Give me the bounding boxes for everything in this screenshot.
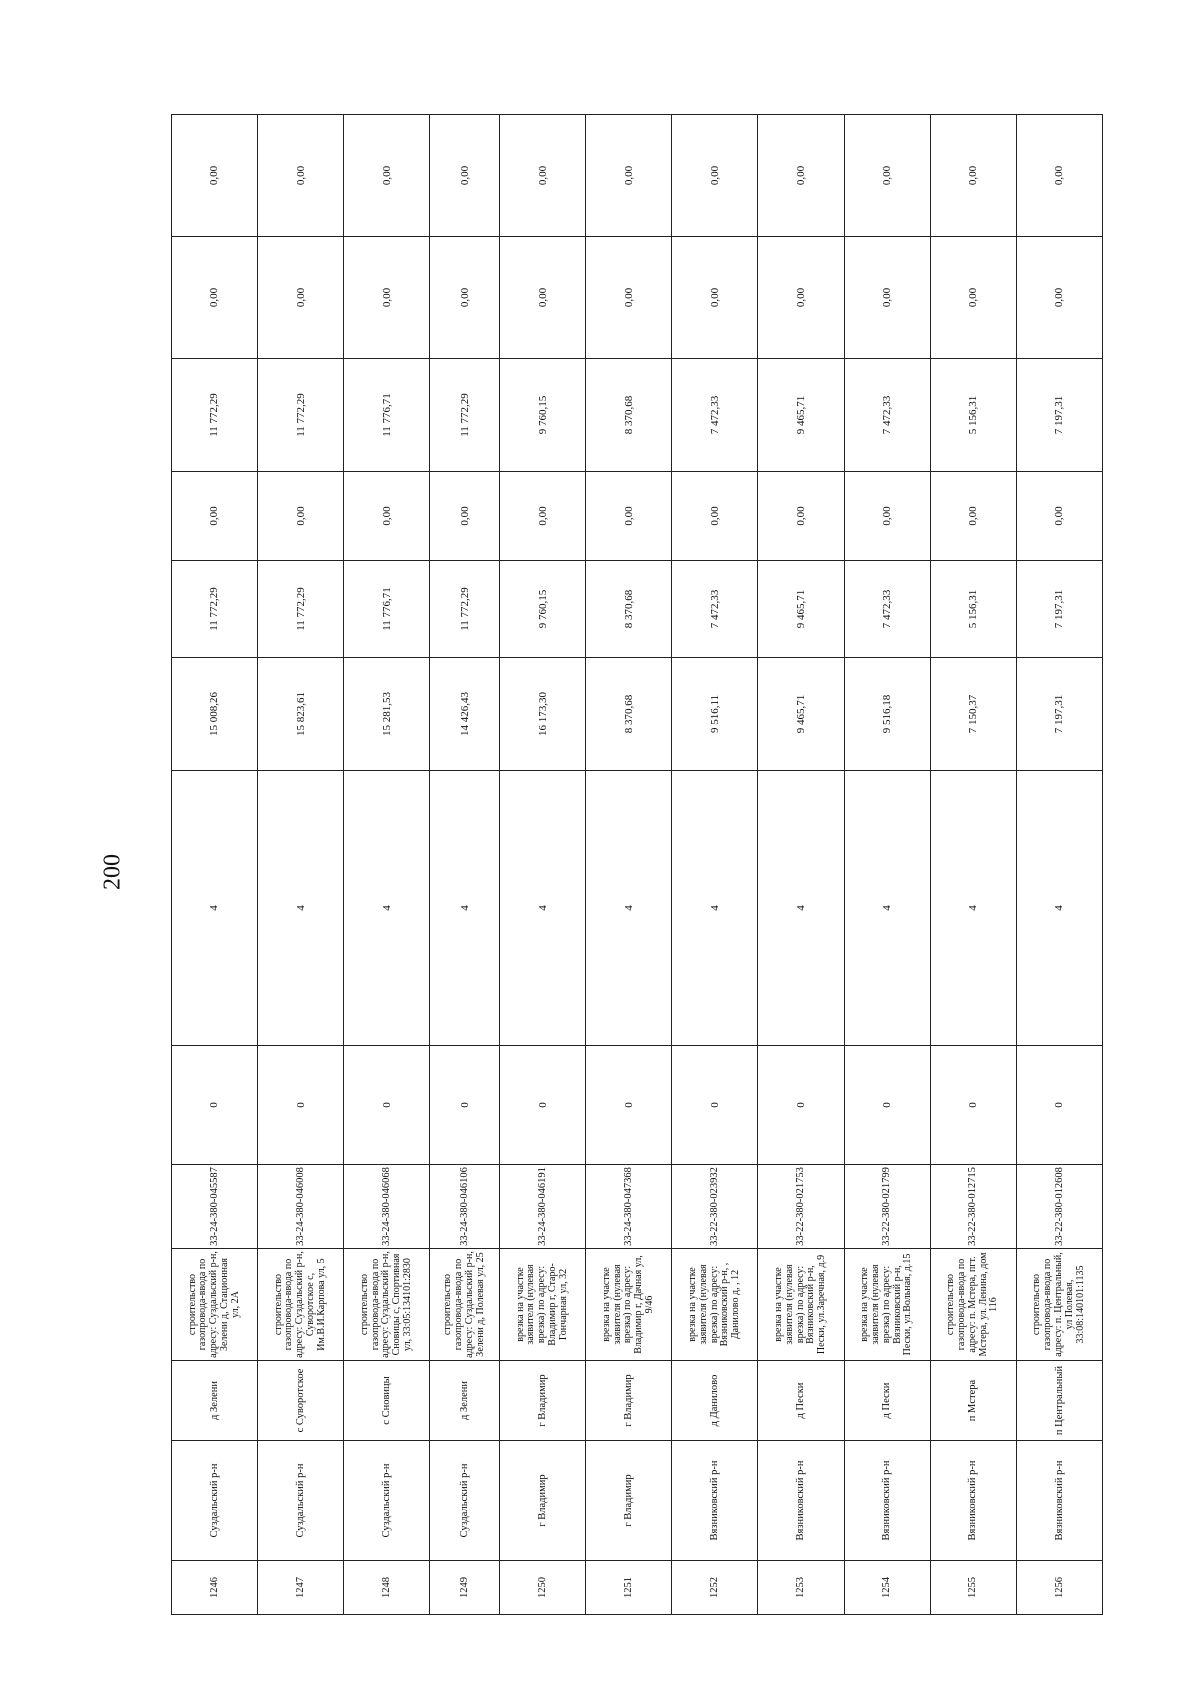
- cell-col-11: 7 472,33: [844, 359, 930, 472]
- cell-col-11: 9 465,71: [758, 359, 844, 472]
- cell-col-8: 9 516,18: [844, 658, 930, 771]
- cell-col-13: 0,00: [258, 115, 344, 237]
- cell-col-13: 0,00: [500, 115, 586, 237]
- table-row: [672, 115, 758, 1615]
- cell-col-8: 14 426,43: [430, 658, 500, 771]
- cell-row-number: 1246: [172, 1561, 258, 1615]
- cell-col-6: 0: [172, 1046, 258, 1165]
- cell-description: врезка на участке заявителя (нулевая врезка) по адресу: Вязниковский р-н, Пески, ул.Вольная, д.15: [844, 1249, 930, 1361]
- cell-locality: г Владимир: [586, 1361, 672, 1441]
- cell-col-7: 4: [930, 771, 1016, 1046]
- table-row: [844, 115, 930, 1615]
- cell-col-6: 0: [672, 1046, 758, 1165]
- cell-col-10: 0,00: [258, 472, 344, 561]
- cell-row-number: 1250: [500, 1561, 586, 1615]
- cell-district: Суздальский р-н: [172, 1441, 258, 1561]
- cell-col-12: 0,00: [430, 237, 500, 359]
- cell-col-7: 4: [844, 771, 930, 1046]
- registry-table: [171, 114, 1103, 1615]
- cell-col-10: 0,00: [930, 472, 1016, 561]
- cell-col-10: 0,00: [430, 472, 500, 561]
- cell-col-8: 7 150,37: [930, 658, 1016, 771]
- cell-locality: г Владимир: [500, 1361, 586, 1441]
- cell-col-9: 5 156,31: [930, 561, 1016, 658]
- cell-description: строительство газопровода-ввода по адресу: Суздальский р-н, Сновицы с, Спортивная ул, 33:05:134101:2830: [344, 1249, 430, 1361]
- cell-row-number: 1256: [1016, 1561, 1102, 1615]
- cell-col-13: 0,00: [1016, 115, 1102, 237]
- cell-col-9: 7 197,31: [1016, 561, 1102, 658]
- cell-col-11: 11 772,29: [172, 359, 258, 472]
- cell-col-13: 0,00: [672, 115, 758, 237]
- cell-locality: с Суворотское: [258, 1361, 344, 1441]
- table-row: [344, 115, 430, 1615]
- table-row: [430, 115, 500, 1615]
- cell-col-7: 4: [758, 771, 844, 1046]
- cell-application-code: 33-24-380-046191: [500, 1165, 586, 1249]
- cell-description: строительство газопровода-ввода по адресу: Суздальский р-н, Суворотское с, Им.В.И.Карпова ул, 5: [258, 1249, 344, 1361]
- cell-col-6: 0: [430, 1046, 500, 1165]
- cell-col-10: 0,00: [172, 472, 258, 561]
- cell-col-11: 5 156,31: [930, 359, 1016, 472]
- cell-col-6: 0: [344, 1046, 430, 1165]
- cell-col-13: 0,00: [172, 115, 258, 237]
- table-row: [758, 115, 844, 1615]
- cell-col-8: 15 008,26: [172, 658, 258, 771]
- cell-col-7: 4: [258, 771, 344, 1046]
- registry-table-rotated: [171, 115, 1103, 1615]
- cell-col-8: 9 465,71: [758, 658, 844, 771]
- cell-district: г Владимир: [586, 1441, 672, 1561]
- cell-col-6: 0: [930, 1046, 1016, 1165]
- cell-col-11: 11 772,29: [430, 359, 500, 472]
- cell-col-6: 0: [844, 1046, 930, 1165]
- cell-application-code: 33-24-380-045587: [172, 1165, 258, 1249]
- cell-locality: д Пески: [844, 1361, 930, 1441]
- cell-row-number: 1255: [930, 1561, 1016, 1615]
- cell-district: Вязниковский р-н: [844, 1441, 930, 1561]
- cell-row-number: 1253: [758, 1561, 844, 1615]
- cell-col-7: 4: [586, 771, 672, 1046]
- cell-col-7: 4: [172, 771, 258, 1046]
- cell-col-9: 7 472,33: [672, 561, 758, 658]
- registry-table-area: [171, 115, 1103, 1615]
- cell-row-number: 1254: [844, 1561, 930, 1615]
- cell-col-10: 0,00: [586, 472, 672, 561]
- cell-col-11: 8 370,68: [586, 359, 672, 472]
- cell-district: Вязниковский р-н: [758, 1441, 844, 1561]
- cell-col-8: 7 197,31: [1016, 658, 1102, 771]
- table-row: [586, 115, 672, 1615]
- cell-col-8: 9 516,11: [672, 658, 758, 771]
- cell-col-12: 0,00: [1016, 237, 1102, 359]
- cell-col-13: 0,00: [586, 115, 672, 237]
- cell-col-6: 0: [586, 1046, 672, 1165]
- cell-application-code: 33-22-380-021753: [758, 1165, 844, 1249]
- cell-col-11: 7 472,33: [672, 359, 758, 472]
- cell-col-10: 0,00: [758, 472, 844, 561]
- cell-col-11: 9 760,15: [500, 359, 586, 472]
- cell-application-code: 33-24-380-047368: [586, 1165, 672, 1249]
- cell-description: врезка на участке заявителя (нулевая врезка) по адресу: Владимир г, Старо-Гончарная ул, 32: [500, 1249, 586, 1361]
- cell-district: Суздальский р-н: [344, 1441, 430, 1561]
- cell-description: врезка на участке заявителя (нулевая врезка) по адресу: Вязниковский р-н, , Даниловo д, , 12: [672, 1249, 758, 1361]
- cell-locality: п Центральный: [1016, 1361, 1102, 1441]
- table-row: [500, 115, 586, 1615]
- cell-col-12: 0,00: [258, 237, 344, 359]
- cell-col-12: 0,00: [758, 237, 844, 359]
- cell-locality: п Мстера: [930, 1361, 1016, 1441]
- cell-application-code: 33-22-380-023932: [672, 1165, 758, 1249]
- cell-col-10: 0,00: [844, 472, 930, 561]
- table-row: [930, 115, 1016, 1615]
- cell-application-code: 33-22-380-021799: [844, 1165, 930, 1249]
- cell-col-11: 11 772,29: [258, 359, 344, 472]
- cell-district: Суздальский р-н: [430, 1441, 500, 1561]
- cell-row-number: 1247: [258, 1561, 344, 1615]
- cell-col-9: 9 760,15: [500, 561, 586, 658]
- cell-col-13: 0,00: [430, 115, 500, 237]
- cell-col-12: 0,00: [930, 237, 1016, 359]
- cell-district: Вязниковский р-н: [672, 1441, 758, 1561]
- cell-col-13: 0,00: [344, 115, 430, 237]
- cell-locality: д Даниловo: [672, 1361, 758, 1441]
- cell-description: врезка на участке заявителя (нулевая врезка) по адресу: Владимир г, Дачная ул, 9/46: [586, 1249, 672, 1361]
- cell-col-9: 11 772,29: [172, 561, 258, 658]
- cell-col-7: 4: [1016, 771, 1102, 1046]
- cell-locality: д Зелени: [430, 1361, 500, 1441]
- cell-col-11: 11 776,71: [344, 359, 430, 472]
- cell-col-8: 16 173,30: [500, 658, 586, 771]
- cell-col-7: 4: [672, 771, 758, 1046]
- cell-col-10: 0,00: [1016, 472, 1102, 561]
- cell-district: Суздальский р-н: [258, 1441, 344, 1561]
- cell-col-9: 11 776,71: [344, 561, 430, 658]
- cell-col-7: 4: [344, 771, 430, 1046]
- cell-col-9: 8 370,68: [586, 561, 672, 658]
- table-row: [1016, 115, 1102, 1615]
- cell-col-6: 0: [258, 1046, 344, 1165]
- cell-description: врезка на участке заявителя (нулевая врезка) по адресу: Вязниковский р-н, Пески, ул.Заречная, д.9: [758, 1249, 844, 1361]
- cell-locality: д Зелени: [172, 1361, 258, 1441]
- cell-col-9: 9 465,71: [758, 561, 844, 658]
- cell-locality: д Пески: [758, 1361, 844, 1441]
- cell-col-9: 11 772,29: [430, 561, 500, 658]
- cell-col-8: 15 823,61: [258, 658, 344, 771]
- cell-col-13: 0,00: [844, 115, 930, 237]
- cell-row-number: 1251: [586, 1561, 672, 1615]
- cell-district: Вязниковский р-н: [930, 1441, 1016, 1561]
- cell-col-10: 0,00: [500, 472, 586, 561]
- cell-col-11: 7 197,31: [1016, 359, 1102, 472]
- cell-col-9: 11 772,29: [258, 561, 344, 658]
- cell-col-7: 4: [500, 771, 586, 1046]
- cell-description: строительство газопровода-ввода по адресу: п. Центральный, ул Полевая, 33:08:140101:1135: [1016, 1249, 1102, 1361]
- table-row: [258, 115, 344, 1615]
- cell-row-number: 1252: [672, 1561, 758, 1615]
- cell-application-code: 33-22-380-012608: [1016, 1165, 1102, 1249]
- cell-application-code: 33-24-380-046008: [258, 1165, 344, 1249]
- cell-application-code: 33-24-380-046106: [430, 1165, 500, 1249]
- cell-col-6: 0: [1016, 1046, 1102, 1165]
- cell-district: Вязниковский р-н: [1016, 1441, 1102, 1561]
- cell-col-8: 15 281,53: [344, 658, 430, 771]
- cell-description: строительство газопровода-ввода по адресу: п. Мстера, пгт. Мстера, ул. Ленина, дом 116: [930, 1249, 1016, 1361]
- cell-col-9: 7 472,33: [844, 561, 930, 658]
- cell-col-12: 0,00: [500, 237, 586, 359]
- cell-col-12: 0,00: [344, 237, 430, 359]
- cell-col-6: 0: [500, 1046, 586, 1165]
- cell-description: строительство газопровода-ввода по адресу: Суздальский р-н, Зелени д, Полевая ул, 25: [430, 1249, 500, 1361]
- cell-col-13: 0,00: [758, 115, 844, 237]
- cell-col-6: 0: [758, 1046, 844, 1165]
- cell-application-code: 33-22-380-012715: [930, 1165, 1016, 1249]
- cell-col-12: 0,00: [672, 237, 758, 359]
- cell-locality: с Сновицы: [344, 1361, 430, 1441]
- cell-row-number: 1249: [430, 1561, 500, 1615]
- cell-col-10: 0,00: [344, 472, 430, 561]
- cell-row-number: 1248: [344, 1561, 430, 1615]
- cell-col-12: 0,00: [172, 237, 258, 359]
- cell-col-7: 4: [430, 771, 500, 1046]
- cell-col-13: 0,00: [930, 115, 1016, 237]
- page-number: 200: [99, 854, 126, 890]
- cell-application-code: 33-24-380-046068: [344, 1165, 430, 1249]
- cell-district: г Владимир: [500, 1441, 586, 1561]
- cell-col-10: 0,00: [672, 472, 758, 561]
- cell-col-12: 0,00: [586, 237, 672, 359]
- cell-description: строительство газопровода-ввода по адресу: Суздальский р-н, Зелени д, Стационная ул, 2А: [172, 1249, 258, 1361]
- cell-col-12: 0,00: [844, 237, 930, 359]
- table-row: [172, 115, 258, 1615]
- cell-col-8: 8 370,68: [586, 658, 672, 771]
